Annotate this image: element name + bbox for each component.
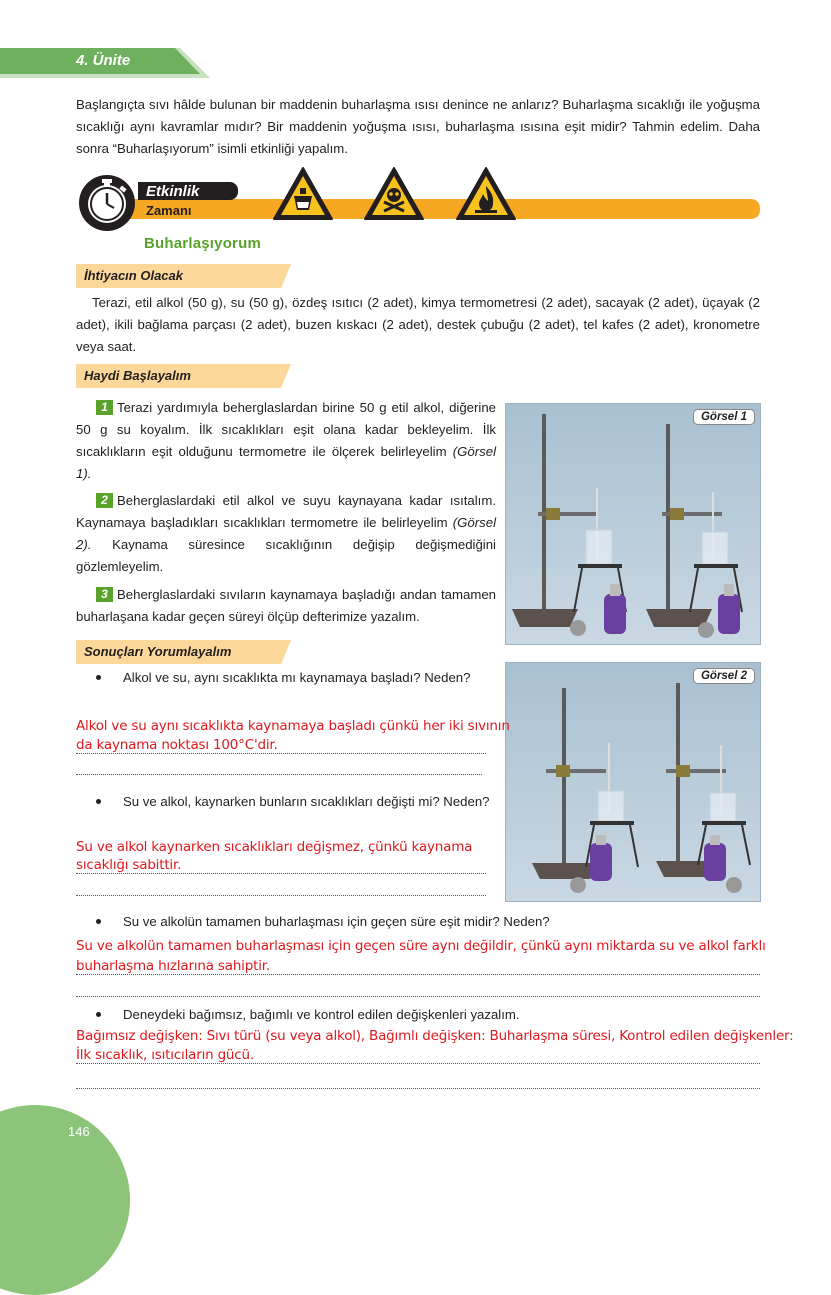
figure-1 [505,403,761,645]
results-heading-text: Sonuçları Yorumlayalım [84,644,232,659]
answer-1-line-2[interactable]: da kaynama noktası 100°C'dir. [76,737,278,753]
step-2-number: 2 [96,493,113,508]
step-2 [76,490,496,578]
question-1-text: Alkol ve su, aynı sıcaklıkta mı kaynamaya başladı? Neden? [123,670,471,685]
step-3-number: 3 [96,587,113,602]
flammable-hazard-icon [455,166,517,222]
answer-line [76,895,486,896]
bullet-icon [96,919,101,924]
intro-paragraph: Başlangıçta sıvı hâlde bulunan bir maddenin buharlaşma ısısı denince ne anlarız? Buharlaşma sıcaklığı ile yoğuşma sıcaklığı aynı kavramlar mıdır? Bir maddenin yoğuşma ısısı, buharlaşma ısısına eşit midir? Tahmin edelim. Daha sonra “Buharlaşıyorum” isimli etkinliği yapalım. [76,97,760,156]
bullet-icon [96,799,101,804]
answer-4-line-2[interactable]: İlk sıcaklık, ısıtıcıların gücü. [76,1047,254,1063]
answer-4-line-1[interactable]: Bağımsız değişken: Sıvı türü (su veya alkol), Bağımlı değişken: Buharlaşma süresi, Kontrol edilen değişkenler: [76,1028,794,1044]
step-2-ref: (Görsel 2). [76,515,496,552]
answer-line [76,996,760,997]
activity-title: Buharlaşıyorum [144,235,261,252]
step-3-text: Beherglaslardaki sıvıların kaynamaya başladığı andan tamamen buharlaşana kadar geçen süreyi ölçüp defterimize yazalım. [76,587,496,624]
step-1-ref: (Görsel 1). [76,444,496,481]
bullet-icon [96,675,101,680]
needs-heading [76,264,291,288]
step-1-number: 1 [96,400,113,415]
answer-line [76,774,482,775]
start-heading-text: Haydi Başlayalım [84,368,191,383]
step-3 [76,584,496,628]
step-1 [76,397,496,485]
answer-3-line-2[interactable]: buharlaşma hızlarına sahiptir. [76,958,270,974]
answer-1-line-1[interactable]: Alkol ve su aynı sıcaklıkta kaynamaya başladı çünkü her iki sıvının [76,718,510,734]
answer-3-line-1[interactable]: Su ve alkolün tamamen buharlaşması için geçen süre aynı değildir, çünkü aynı miktarda su ve alkol farklı [76,938,766,954]
answer-2-line-2[interactable]: sıcaklığı sabittir. [76,857,182,873]
figure-2 [505,662,761,902]
answer-line [76,753,486,754]
activity-badge-subtitle: Zamanı [146,203,192,218]
needs-heading-text: İhtiyacın Olacak [84,268,183,283]
question-2-text: Su ve alkol, kaynarken bunların sıcaklıkları değişti mi? Neden? [123,794,490,809]
stopwatch-icon [76,170,138,232]
step-2-text-a: Beherglaslardaki etil alkol ve suyu kaynayana kadar ısıtalım. Kaynamaya başladıkları sıcaklıkları termometre ile belirleyelim [76,493,496,530]
chemistry-hazard-icon [272,166,334,222]
step-2-text-b: Kaynama süresince sıcaklığının değişip değişmediğini gözlemleyelim. [76,537,496,574]
question-1 [76,667,496,689]
figure-1-label: Görsel 1 [694,410,754,424]
bullet-icon [96,1012,101,1017]
answer-line [76,873,486,874]
page-number-circle [0,1105,130,1295]
needs-text: Terazi, etil alkol (50 g), su (50 g), özdeş ısıtıcı (2 adet), kimya termometresi (2 adet), sacayak (2 adet), üçayak (2 adet), ikili bağlama parçası (2 adet), buzen kıskacı (2 adet), destek çubuğu (2 adet), tel kafes (2 adet), kronometre veya saat. [76,295,760,354]
figure-2-label: Görsel 2 [694,669,754,683]
results-heading [76,640,291,664]
question-3 [76,911,760,933]
answer-2-line-1[interactable]: Su ve alkol kaynarken sıcaklıkları değişmez, çünkü kaynama [76,839,473,855]
answer-line [76,1063,760,1064]
unit-label: 4. Ünite [76,52,131,69]
activity-badge-title: Etkinlik [146,183,200,200]
poison-hazard-icon [363,166,425,222]
question-2 [76,791,496,813]
answer-line [76,1088,760,1089]
figure-1-illustration [506,404,760,644]
step-1-text: Terazi yardımıyla beherglaslardan birine 50 g etil alkol, diğerine 50 g su koyalım. İlk sıcaklıkları eşit olana kadar bekleyelim. İlk sıcaklıkların eşit olduğunu termometre ile ölçerek belirleyelim [76,400,496,459]
unit-tab [0,48,210,78]
question-4 [76,1004,760,1026]
answer-line [76,974,760,975]
question-4-text: Deneydeki bağımsız, bağımlı ve kontrol edilen değişkenleri yazalım. [123,1007,520,1022]
start-heading [76,364,291,388]
figure-2-illustration [506,663,760,901]
question-3-text: Su ve alkolün tamamen buharlaşması için geçen süre eşit midir? Neden? [123,914,550,929]
page-number: 146 [68,1124,90,1139]
